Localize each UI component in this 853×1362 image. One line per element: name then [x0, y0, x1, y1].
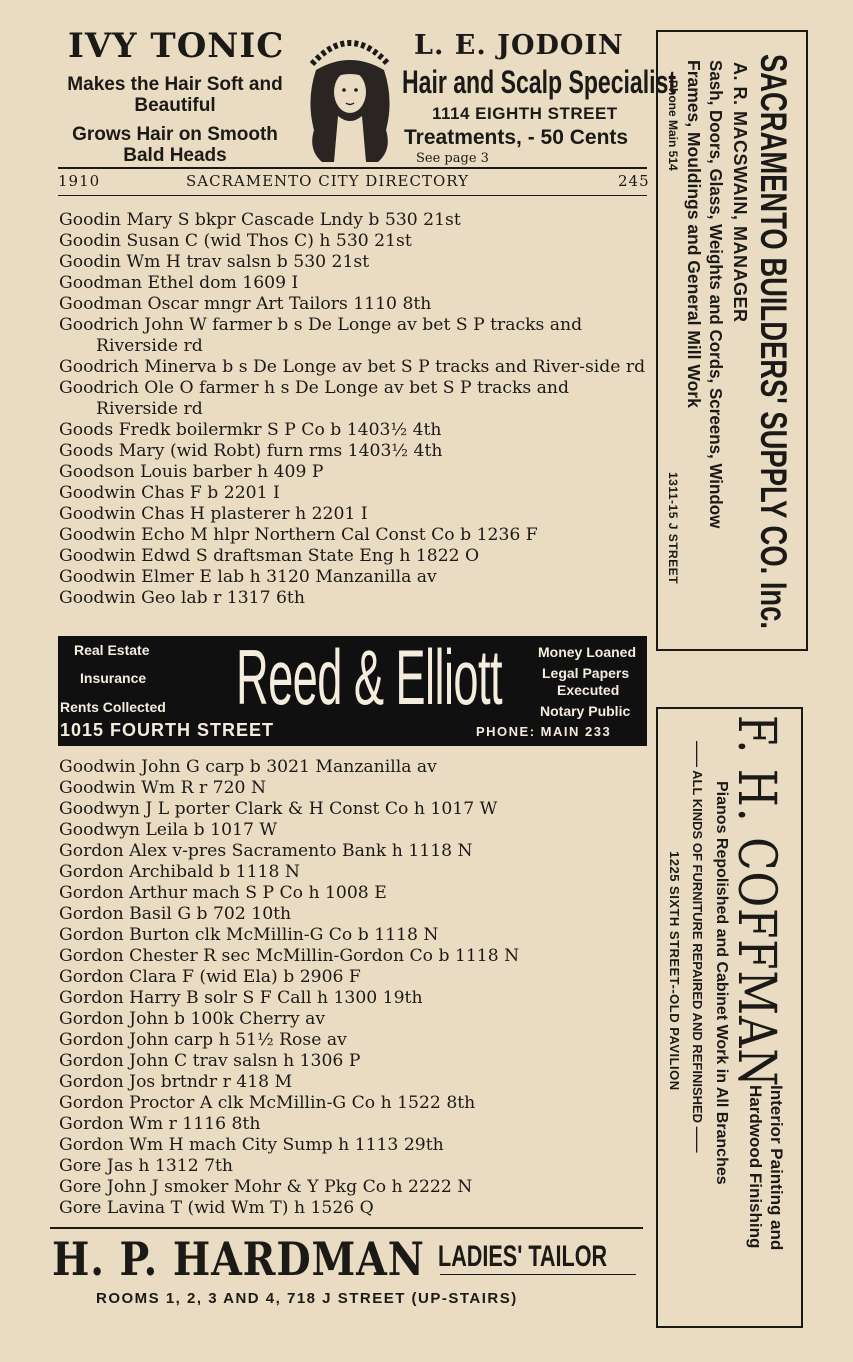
reed-insurance: Insurance — [80, 670, 147, 686]
listing-entry: Goodwin Echo M hlpr Northern Cal Const Co b 1236 F — [59, 525, 538, 545]
listing-entry: Gordon Proctor A clk McMillin-G Co h 1522 8th — [59, 1093, 476, 1113]
coffman-line-1: Pianos Repolished and Cabinet Work in All Branches — [713, 781, 730, 1185]
reed-notary-public: Notary Public — [540, 703, 631, 719]
jodoin-address: 1114 EIGHTH STREET — [432, 104, 618, 123]
coffman-tagline-2: Hardwood Finishing — [746, 1085, 765, 1249]
footer-rule — [50, 1227, 643, 1229]
listing-entry: Goodwin Wm R r 720 N — [59, 778, 266, 798]
listing-entry: Goodrich Minerva b s De Longe av bet S P tracks and River-side rd — [59, 357, 646, 377]
running-head — [58, 172, 648, 192]
listing-entry: Gordon Clara F (wid Ela) b 2906 F — [59, 967, 361, 987]
listing-entry: Goodwin Elmer E lab h 3120 Manzanilla av — [59, 567, 437, 587]
builders-line-2: Frames, Mouldings and General Mill Work — [684, 60, 704, 408]
hardman-rooms: ROOMS 1, 2, 3 AND 4, 718 J STREET (UP-STAIRS) — [96, 1290, 518, 1307]
listing-entry: Goodwin Edwd S draftsman State Eng h 1822 O — [59, 546, 480, 566]
jodoin-name: L. E. JODOIN — [414, 30, 624, 61]
header-rule — [58, 167, 647, 169]
builders-line-1: Sash, Doors, Glass, Weights and Cords, Screens, Window — [706, 60, 726, 529]
reed-money-loaned: Money Loaned — [538, 644, 637, 660]
listing-entry: Goodman Ethel dom 1609 I — [59, 273, 299, 293]
running-head-title: SACRAMENTO CITY DIRECTORY — [186, 172, 470, 190]
listing-entry: Goodwin Chas H plasterer h 2201 I — [59, 504, 368, 524]
listing-entry: Goodrich Ole O farmer h s De Longe av bet S P tracks and Riverside rd — [59, 378, 569, 419]
ivy-tonic-line-2: Grows Hair on Smooth Bald Heads — [72, 124, 278, 166]
listing-entry: Goodson Louis barber h 409 P — [59, 462, 324, 482]
listing-entry: Goodwin Geo lab r 1317 6th — [59, 588, 305, 608]
running-head-page: 245 — [618, 172, 650, 190]
hardman-tail-underline — [440, 1274, 636, 1275]
listing-entry: Gordon Burton clk McMillin-G Co b 1118 N — [59, 925, 439, 945]
listing-entry: Goodman Oscar mngr Art Tailors 1110 8th — [59, 294, 432, 314]
listing-entry: Goodrich John W farmer b s De Longe av bet S P tracks and Riverside rd — [59, 315, 583, 356]
listing-entry: Gordon Arthur mach S P Co h 1008 E — [59, 883, 387, 903]
ivy-tonic-line-1: Makes the Hair Soft and Beautiful — [67, 74, 283, 116]
builders-manager: A. R. MACSWAIN, MANAGER — [730, 62, 750, 323]
listing-entry: Goodwyn Leila b 1017 W — [59, 820, 278, 840]
reed-elliott-name: Reed & Elliott — [236, 633, 502, 721]
builders-supply-name: SACRAMENTO BUILDERS' SUPPLY CO. Inc. — [753, 54, 794, 630]
listing-entry: Gordon Jos brtndr r 418 M — [59, 1072, 293, 1092]
running-head-rule — [58, 195, 647, 196]
listing-entry: Gordon Chester R sec McMillin-Gordon Co b 1118 N — [59, 946, 520, 966]
reed-rents-collected: Rents Collected — [60, 699, 166, 715]
listing-entry: Gordon Archibald b 1118 N — [59, 862, 300, 882]
ivy-tonic-title: IVY TONIC — [68, 26, 285, 66]
coffman-line-2: —— ALL KINDS OF FURNITURE REPAIRED AND REFINISHED —— — [690, 741, 705, 1153]
listing-entry: Gore Lavina T (wid Wm T) h 1526 Q — [59, 1198, 374, 1218]
builders-supply-ad — [656, 30, 808, 651]
coffman-address: 1225 SIXTH STREET--OLD PAVILION — [667, 851, 682, 1091]
coffman-ad — [656, 707, 803, 1328]
listing-entry: Gordon Alex v-pres Sacramento Bank h 1118 N — [59, 841, 473, 861]
listing-entry: Gordon John carp h 51½ Rose av — [59, 1030, 347, 1050]
running-head-year: 1910 — [58, 172, 101, 190]
reed-phone: PHONE: MAIN 233 — [476, 724, 612, 739]
listing-entry: Gore John J smoker Mohr & Y Pkg Co h 2222 N — [59, 1177, 473, 1197]
woman-portrait-icon — [302, 30, 398, 164]
hardman-ladies-tailor: LADIES' TAILOR — [438, 1240, 608, 1273]
listing-entry: Goodwin John G carp b 3021 Manzanilla av — [59, 757, 437, 777]
reed-elliott-ad — [58, 633, 647, 746]
builders-phone: Phone Main 514 — [666, 80, 680, 171]
reed-address: 1015 FOURTH STREET — [60, 720, 275, 740]
directory-listing-top — [59, 210, 654, 609]
listing-entry: Gore Jas h 1312 7th — [59, 1156, 233, 1176]
listing-entry: Goodwyn J L porter Clark & H Const Co h 1017 W — [59, 799, 498, 819]
listing-entry: Gordon Harry B solr S F Call h 1300 19th — [59, 988, 423, 1008]
jodoin-see-page: See page 3 — [416, 151, 489, 166]
jodoin-specialty: Hair and Scalp Specialist — [402, 64, 677, 100]
listing-entry: Gordon John C trav salsn h 1306 P — [59, 1051, 361, 1071]
jodoin-treatments: Treatments, - 50 Cents — [404, 126, 629, 149]
listing-entry: Gordon John b 100k Cherry av — [59, 1009, 326, 1029]
listing-entry: Goodin Mary S bkpr Cascade Lndy b 530 21st — [59, 210, 461, 230]
builders-street: 1311-15 J STREET — [666, 472, 680, 585]
listing-entry: Goodwin Chas F b 2201 I — [59, 483, 280, 503]
hardman-name: H. P. HARDMAN — [52, 1232, 425, 1286]
listing-entry: Goods Mary (wid Robt) furn rms 1403½ 4th — [59, 441, 443, 461]
listing-entry: Goodin Susan C (wid Thos C) h 530 21st — [59, 231, 412, 251]
coffman-name: F. H. COFFMAN — [726, 715, 786, 1088]
reed-real-estate: Real Estate — [74, 642, 150, 658]
coffman-tagline-1: Interior Painting and — [767, 1085, 786, 1251]
listing-entry: Goodin Wm H trav salsn b 530 21st — [59, 252, 370, 272]
reed-legal-papers: Legal Papers — [542, 665, 630, 681]
listing-entry: Gordon Basil G b 702 10th — [59, 904, 292, 924]
listing-entry: Gordon Wm H mach City Sump h 1113 29th — [59, 1135, 444, 1155]
listing-entry: Gordon Wm r 1116 8th — [59, 1114, 261, 1134]
listing-entry: Goods Fredk boilermkr S P Co b 1403½ 4th — [59, 420, 442, 440]
directory-listing-bottom — [59, 757, 654, 1219]
reed-executed: Executed — [557, 682, 620, 698]
